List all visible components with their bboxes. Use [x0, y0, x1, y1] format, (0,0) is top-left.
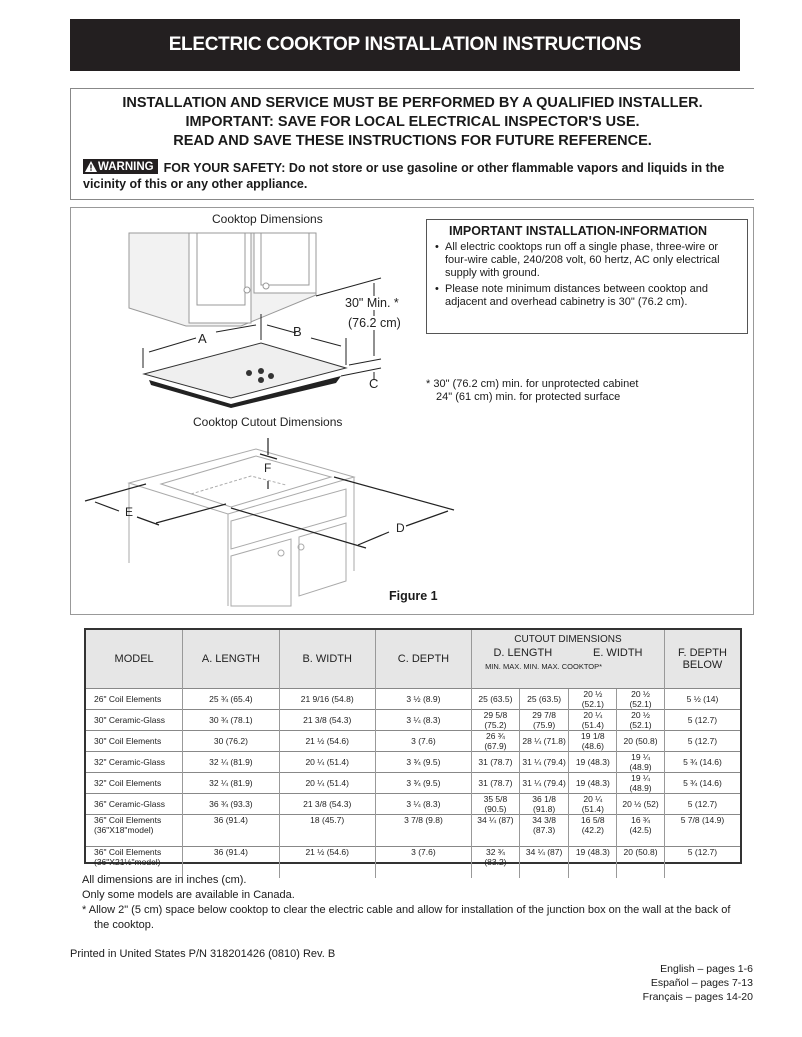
cell-f: 5 (12.7) — [664, 730, 740, 751]
qualified-installer-notice — [70, 88, 754, 200]
language-espanol: Español – pages 7-13 — [650, 977, 753, 989]
cell-e-max: 20 ½ (52) — [617, 793, 665, 814]
cell-d-min: 25 (63.5) — [472, 688, 520, 709]
warning-text: FOR YOUR SAFETY: Do not store or use gasoline or other flammable vapors and liquids in the vicinity of this or any other appliance. — [83, 161, 725, 191]
cell-model: 36" Ceramic-Glass — [86, 793, 183, 814]
cell-c: 3 ¼ (8.3) — [375, 793, 471, 814]
cell-c: 3 7/8 (9.8) — [375, 814, 471, 846]
cell-c: 3 (7.6) — [375, 846, 471, 878]
cell-model: 30" Ceramic-Glass — [86, 709, 183, 730]
cell-model: 26" Coil Elements — [86, 688, 183, 709]
figure-caption: Figure 1 — [389, 589, 438, 603]
cell-f: 5 (12.7) — [664, 709, 740, 730]
cell-b: 21 ½ (54.6) — [279, 730, 375, 751]
cell-c: 3 ¾ (9.5) — [375, 751, 471, 772]
notice-line-save: READ AND SAVE THESE INSTRUCTIONS FOR FUTURE REFERENCE. — [173, 133, 652, 149]
safety-warning — [83, 159, 754, 192]
cell-e-max: 20 ½ (52.1) — [617, 709, 665, 730]
header-d-length: D. LENGTH — [493, 647, 553, 659]
cell-e-max: 20 ½ (52.1) — [617, 688, 665, 709]
info-bullet-clearance: • Please note minimum distances between cooktop and adjacent and overhead cabinetry is 30" (76.2 cm). — [435, 283, 739, 309]
cell-e-max: 16 ¾ (42.5) — [617, 814, 665, 846]
language-english: English – pages 1-6 — [660, 963, 753, 975]
cell-d-min: 34 ¼ (87) — [472, 814, 520, 846]
cell-model: 32" Ceramic-Glass — [86, 751, 183, 772]
table-row — [86, 688, 740, 709]
cell-b: 20 ¼ (51.4) — [279, 772, 375, 793]
cell-c: 3 ½ (8.9) — [375, 688, 471, 709]
cell-e-max: 19 ¼ (48.9) — [617, 751, 665, 772]
cell-d-max: 34 3/8 (87.3) — [519, 814, 569, 846]
cell-d-min: 31 (78.7) — [472, 772, 520, 793]
header-a-length: A. LENGTH — [183, 630, 279, 688]
cell-b: 21 3/8 (54.3) — [279, 793, 375, 814]
cell-f: 5 ¾ (14.6) — [664, 772, 740, 793]
cell-f: 5 ¾ (14.6) — [664, 751, 740, 772]
dim-label-d: D — [396, 521, 405, 535]
dimensions-table — [84, 628, 742, 867]
header-b-width: B. WIDTH — [279, 630, 375, 688]
cell-e-min: 19 (48.3) — [569, 772, 617, 793]
header-cutout-dimensions — [472, 630, 665, 688]
header-e-width: E. WIDTH — [592, 647, 643, 659]
cell-e-min: 19 (48.3) — [569, 846, 617, 878]
cell-e-max: 19 ¼ (48.9) — [617, 772, 665, 793]
dim-label-e: E — [125, 505, 134, 519]
important-installation-info-box — [426, 219, 748, 334]
cell-d-max: 34 ¼ (87) — [519, 846, 569, 878]
cell-b: 21 3/8 (54.3) — [279, 709, 375, 730]
cell-model: 30" Coil Elements — [86, 730, 183, 751]
cell-d-min: 32 ¾ (83.2) — [472, 846, 520, 878]
cell-f: 5 ½ (14) — [664, 688, 740, 709]
header-min-max: MIN. MAX. MIN. MAX. COOKTOP* — [485, 662, 603, 671]
cell-e-min: 20 ½ (52.1) — [569, 688, 617, 709]
table-row — [86, 709, 740, 730]
note-canada: Only some models are available in Canada. — [82, 889, 295, 901]
cell-a: 32 ¼ (81.9) — [183, 772, 279, 793]
cell-c: 3 ¾ (9.5) — [375, 772, 471, 793]
cell-d-min: 26 ¾ (67.9) — [472, 730, 520, 751]
cell-e-max: 20 (50.8) — [617, 730, 665, 751]
header-c-depth: C. DEPTH — [375, 630, 471, 688]
note-units: All dimensions are in inches (cm). — [82, 874, 247, 886]
table-row — [86, 751, 740, 772]
table-row — [86, 814, 740, 846]
dim-label-b: B — [293, 324, 302, 339]
cell-c: 3 ¼ (8.3) — [375, 709, 471, 730]
header-cutout-title: CUTOUT DIMENSIONS — [514, 634, 622, 645]
cell-f: 5 (12.7) — [664, 793, 740, 814]
clearance-label: 30" Min. * — [345, 296, 399, 310]
header-f-depth-below: F. DEPTH BELOW — [664, 630, 740, 688]
cell-d-max: 31 ¼ (79.4) — [519, 772, 569, 793]
cell-model-sub: (36"X18"model) — [94, 824, 154, 835]
cell-a: 25 ¾ (65.4) — [183, 688, 279, 709]
cell-d-max: 25 (63.5) — [519, 688, 569, 709]
language-francais: Français – pages 14-20 — [642, 991, 753, 1003]
language-index — [643, 962, 753, 1004]
cell-a: 32 ¼ (81.9) — [183, 751, 279, 772]
cell-f: 5 (12.7) — [664, 846, 740, 878]
warning-triangle-icon — [85, 161, 97, 172]
dim-label-c: C — [369, 376, 379, 391]
cell-d-max: 36 1/8 (91.8) — [519, 793, 569, 814]
cell-e-min: 16 5/8 (42.2) — [569, 814, 617, 846]
clearance-label-cm: (76.2 cm) — [348, 316, 401, 330]
table-row — [86, 772, 740, 793]
cell-model: 32" Coil Elements — [86, 772, 183, 793]
cutout-dimensions-label: Cooktop Cutout Dimensions — [193, 415, 343, 429]
table-row — [86, 730, 740, 751]
table-notes — [82, 873, 744, 933]
part-number: Printed in United States P/N 318201426 (0810) Rev. B — [70, 948, 336, 960]
clearance-footnote — [426, 378, 638, 404]
cell-a: 36 (91.4) — [183, 846, 279, 878]
cell-f: 5 7/8 (14.9) — [664, 814, 740, 846]
cell-model-name: 36" Coil Elements — [94, 846, 162, 857]
clearance-footnote-unprotected: * 30" (76.2 cm) min. for unprotected cabinet — [426, 378, 639, 390]
notice-line-installer: INSTALLATION AND SERVICE MUST BE PERFORMED BY A QUALIFIED INSTALLER. — [122, 95, 703, 111]
cell-d-max: 29 7/8 (75.9) — [519, 709, 569, 730]
cell-d-max: 31 ¼ (79.4) — [519, 751, 569, 772]
cell-e-max: 20 (50.8) — [617, 846, 665, 878]
table-row — [86, 793, 740, 814]
cell-b: 21 9/16 (54.8) — [279, 688, 375, 709]
info-bullet-electrical: • All electric cooktops run off a single phase, three-wire or four-wire cable, 240/208 volt, 60 hertz, AC only electrical supply with ground. — [435, 241, 739, 280]
header-model: MODEL — [114, 652, 154, 665]
cell-a: 30 (76.2) — [183, 730, 279, 751]
warning-badge — [83, 159, 158, 174]
dim-label-f: F — [264, 461, 272, 475]
warning-badge-label: WARNING — [98, 160, 154, 173]
note-cable-clearance: * Allow 2" (5 cm) space below cooktop to clear the electric cable and allow for installation of the junction box on the wall at the back of the cooktop. — [82, 904, 731, 931]
cell-a: 30 ¾ (78.1) — [183, 709, 279, 730]
cell-b: 18 (45.7) — [279, 814, 375, 846]
cell-b: 20 ¼ (51.4) — [279, 751, 375, 772]
cell-b: 21 ½ (54.6) — [279, 846, 375, 878]
dim-label-a: A — [198, 331, 207, 346]
cell-e-min: 19 1/8 (48.6) — [569, 730, 617, 751]
cell-model — [86, 814, 183, 846]
cell-d-min: 29 5/8 (75.2) — [472, 709, 520, 730]
clearance-footnote-protected: 24" (61 cm) min. for protected surface — [436, 391, 621, 403]
cell-d-min: 31 (78.7) — [472, 751, 520, 772]
cell-c: 3 (7.6) — [375, 730, 471, 751]
cooktop-dimensions-label: Cooktop Dimensions — [212, 212, 323, 226]
cell-e-min: 20 ¼ (51.4) — [569, 793, 617, 814]
cell-e-min: 19 (48.3) — [569, 751, 617, 772]
cell-d-min: 35 5/8 (90.5) — [472, 793, 520, 814]
figure-1-panel — [70, 207, 754, 615]
notice-line-inspector: IMPORTANT: SAVE FOR LOCAL ELECTRICAL INSPECTOR'S USE. — [185, 114, 640, 130]
cell-e-min: 20 ¼ (51.4) — [569, 709, 617, 730]
info-box-title: IMPORTANT INSTALLATION-INFORMATION — [449, 224, 708, 238]
page-title: ELECTRIC COOKTOP INSTALLATION INSTRUCTIONS — [70, 19, 740, 71]
cell-model-sub: (36"X21½"model) — [94, 856, 161, 867]
cell-a: 36 (91.4) — [183, 814, 279, 846]
cell-d-max: 28 ¼ (71.8) — [519, 730, 569, 751]
cell-a: 36 ¾ (93.3) — [183, 793, 279, 814]
cell-model-name: 36" Coil Elements — [94, 814, 162, 825]
